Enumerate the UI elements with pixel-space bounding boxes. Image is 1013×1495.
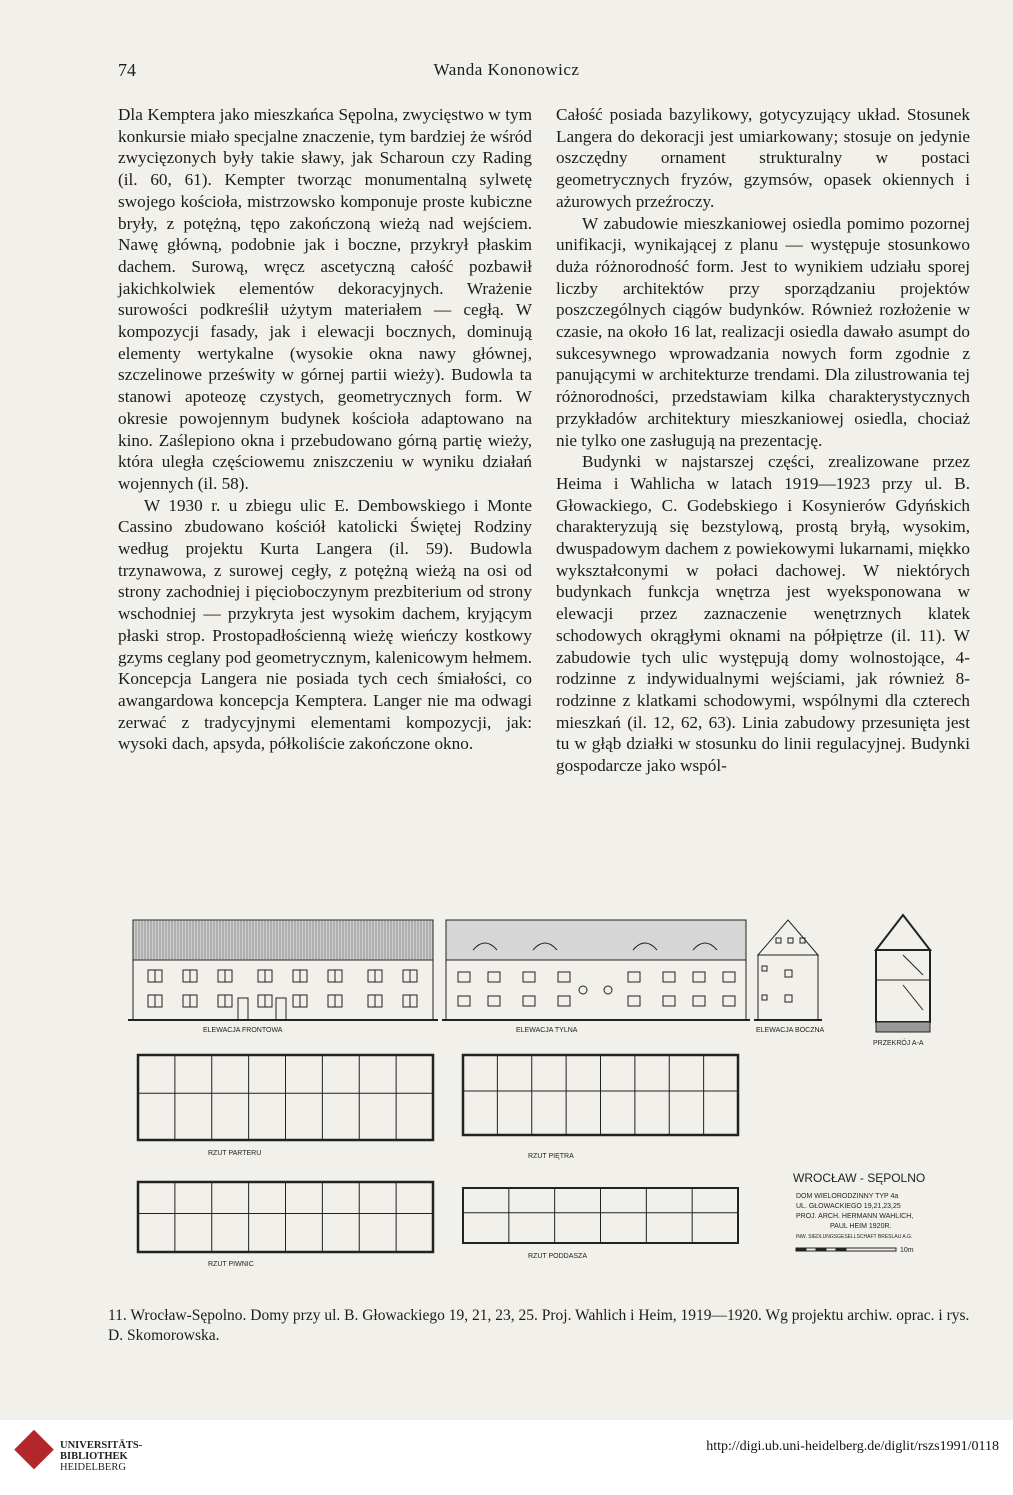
upper-floor-plan xyxy=(463,1055,738,1135)
scale-bar xyxy=(796,1248,896,1251)
paragraph: W 1930 r. u zbiegu ulic E. Dembowskiego i Monte Cassino zbudowano kościół katolicki Świętej Rodziny według projektu Kurta Langera (il. 59). Budowla trzynawowa, z surowej cegły, z potężną wieżą na osi od strony zachodniej i pięcioboczynym prezbiterium od strony wschodniej — przykryta jest wysokim dachem, kryjącym płaski strop. Prostopadłościenną wieżę wieńczy kostkowy gzyms ceglany pod geometrycznym, kalenicowym hełmem. Koncepcja Langera nie posiada tych cech śmiałości, co awangardowa koncepcja Kemptera. Langer nie ma odwagi zerwać z tradycyjnymi elementami kompozycji, jak: wysoki dach, apsyda, półkoliście zakończone okno. xyxy=(118,495,532,754)
title-block xyxy=(793,1171,925,1254)
library-name-line: UNIVERSITÄTS- xyxy=(60,1440,143,1451)
scale-bar-end: 10m xyxy=(900,1247,914,1254)
rear-elevation-drawing xyxy=(442,920,750,1020)
figure-svg xyxy=(128,910,988,1320)
page-number: 74 xyxy=(118,60,136,80)
rear-elevation-label: ELEWACJA TYLNA xyxy=(516,1027,578,1034)
section-label: PRZEKRÓJ A-A xyxy=(873,1040,924,1047)
footer-bar xyxy=(0,1420,1013,1495)
side-elevation-label: ELEWACJA BOCZNA xyxy=(756,1027,825,1034)
paragraph: W zabudowie mieszkaniowej osiedla pomimo pozornej unifikacji, wynikającej z planu — występuje stosunkowo duża różnorodność form. Jest to wynikiem udziału sporej liczby architektów przy sporządzaniu projektów poszczególnych ciągów budynków. Również rozłożenie w czasie, na około 16 lat, realizacji osiedla dawało asumpt do sukcesywnego wprowadzania nowych form zgodnie z panującymi w architekturze trendami. Dla zilustrowania tej różnorodności, przedstawiam kilka charakterystycznych przykładów architektury mieszkaniowej osiedla, chociaż nie tylko one zasługują na prezentację. xyxy=(556,213,970,450)
attic-plan-label: RZUT PODDASZA xyxy=(528,1253,587,1260)
paragraph: Budynki w najstarszej części, zrealizowane przez Heima i Wahlicha w latach 1919—1923 przy ul. B. Głowackiego, C. Godebskiego i Kosynierów Gdyńskich charakteryzują się bezstylową, prostą bryłą, wysokim, dwuspadowym dachem z powiekowymi lukarnami, miękko wykształconymi w połaci dachowej. W niektórych budynkach funkcja wnętrza jest wyeksponowana w elewacji przez zaznaczenie wenętrznych klatek schodowych okrągłymi oknami na półpiętrze (il. 11). W zabudowie tych ulic występują domy wolnostojące, 4-rodzinne z indywidualnymi wejściami, jak również 8-rodzinne z klatkami schodowymi, wspólnymi dla czterech mieszkań (il. 12, 62, 63). Linia zabudowy przesunięta jest tu w głąb działki w stosunku do linii regulacyjnej. Budynki gospodarcze jako wspól- xyxy=(556,452,970,776)
side-elevation-drawing xyxy=(754,920,822,1020)
title-block-line: UL. GŁOWACKIEGO 19,21,23,25 xyxy=(796,1203,901,1210)
figure-caption: 11. Wrocław-Sępolno. Domy przy ul. B. Głowackiego 19, 21, 23, 25. Proj. Wahlich i Heim, 1919—1920. Wg projektu archiw. oprac. i rys. D. Skomorowska. xyxy=(108,1307,970,1344)
architectural-drawing-figure xyxy=(128,910,988,1320)
title-block-line: PROJ. ARCH. HERMANN WAHLICH, xyxy=(796,1213,914,1220)
basement-plan xyxy=(138,1182,433,1252)
title-block-title: WROCŁAW - SĘPOLNO xyxy=(793,1171,926,1185)
ground-floor-plan xyxy=(138,1055,433,1140)
running-head: Wanda Kononowicz xyxy=(433,60,580,79)
basement-plan-label: RZUT PIWNIC xyxy=(208,1261,254,1268)
upper-plan-label: RZUT PIĘTRA xyxy=(528,1153,574,1160)
left-text-column xyxy=(118,104,532,755)
front-elevation-label: ELEWACJA FRONTOWA xyxy=(203,1027,283,1034)
paragraph: Całość posiada bazylikowy, gotycyzujący układ. Stosunek Langera do dekoracji jest umiarkowany; stosuje on jedynie oszczędny ornament strukturalny w postaci geometrycznych fryzów, gzymsów, opasek okiennych i ażurowych przeźroczy. xyxy=(556,105,970,211)
library-name-line: BIBLIOTHEK xyxy=(60,1451,128,1462)
library-name xyxy=(60,1440,142,1473)
ground-plan-label: RZUT PARTERU xyxy=(208,1150,262,1157)
title-block-line: DOM WIELORODZINNY TYP 4a xyxy=(796,1193,899,1200)
library-name-line: HEIDELBERG xyxy=(60,1462,126,1473)
front-elevation-drawing xyxy=(128,920,438,1020)
source-url-link[interactable]: http://digi.ub.uni-heidelberg.de/diglit/rszs1991/0118 xyxy=(706,1439,999,1454)
paragraph: Dla Kemptera jako mieszkańca Sępolna, zwycięstwo w tym konkursie miało specjalne znaczenie, tym bardziej że wśród zwycięzonych były takie sławy, jak Scharoun czy Rading (il. 60, 61). Kempter tworząc monumentalną sylwetę swojego kościoła, mistrzowsko komponuje proste kubiczne bryły, z potężną, tępo zakończoną wieżą nad wejściem. Nawę główną, podobnie jak i boczne, przykrył płaskim dachem. Surową, wręcz ascetyczną całość pozbawił jakichkolwiek elementów dekoracyjnych. Wrażenie surowości podkreślił użytym materiałem — cegłą. W kompozycji fasady, jak i elewacji bocznych, dominują elementy wertykalne (wysokie okna nawy głównej, szczelinowe prześwity w górnej partii wieży). Budowla ta stanowi apoteozę czystych, geometrycznych form. W okresie powojennym budynek kościoła adaptowano na kino. Zaślepiono okna i przebudowano górną partię wieży, która uległa częściowemu zniszczeniu w wyniku działań wojennych (il. 58). xyxy=(118,105,532,493)
title-block-line: INW. SIEDLUNGSGESELLSCHAFT BRESLAU A.G. xyxy=(796,1234,913,1240)
title-block-line: PAUL HEIM 1920R. xyxy=(830,1223,892,1230)
attic-plan xyxy=(463,1188,738,1243)
section-drawing xyxy=(876,915,930,1032)
library-logo-icon xyxy=(12,1428,56,1472)
right-text-column xyxy=(556,104,970,777)
